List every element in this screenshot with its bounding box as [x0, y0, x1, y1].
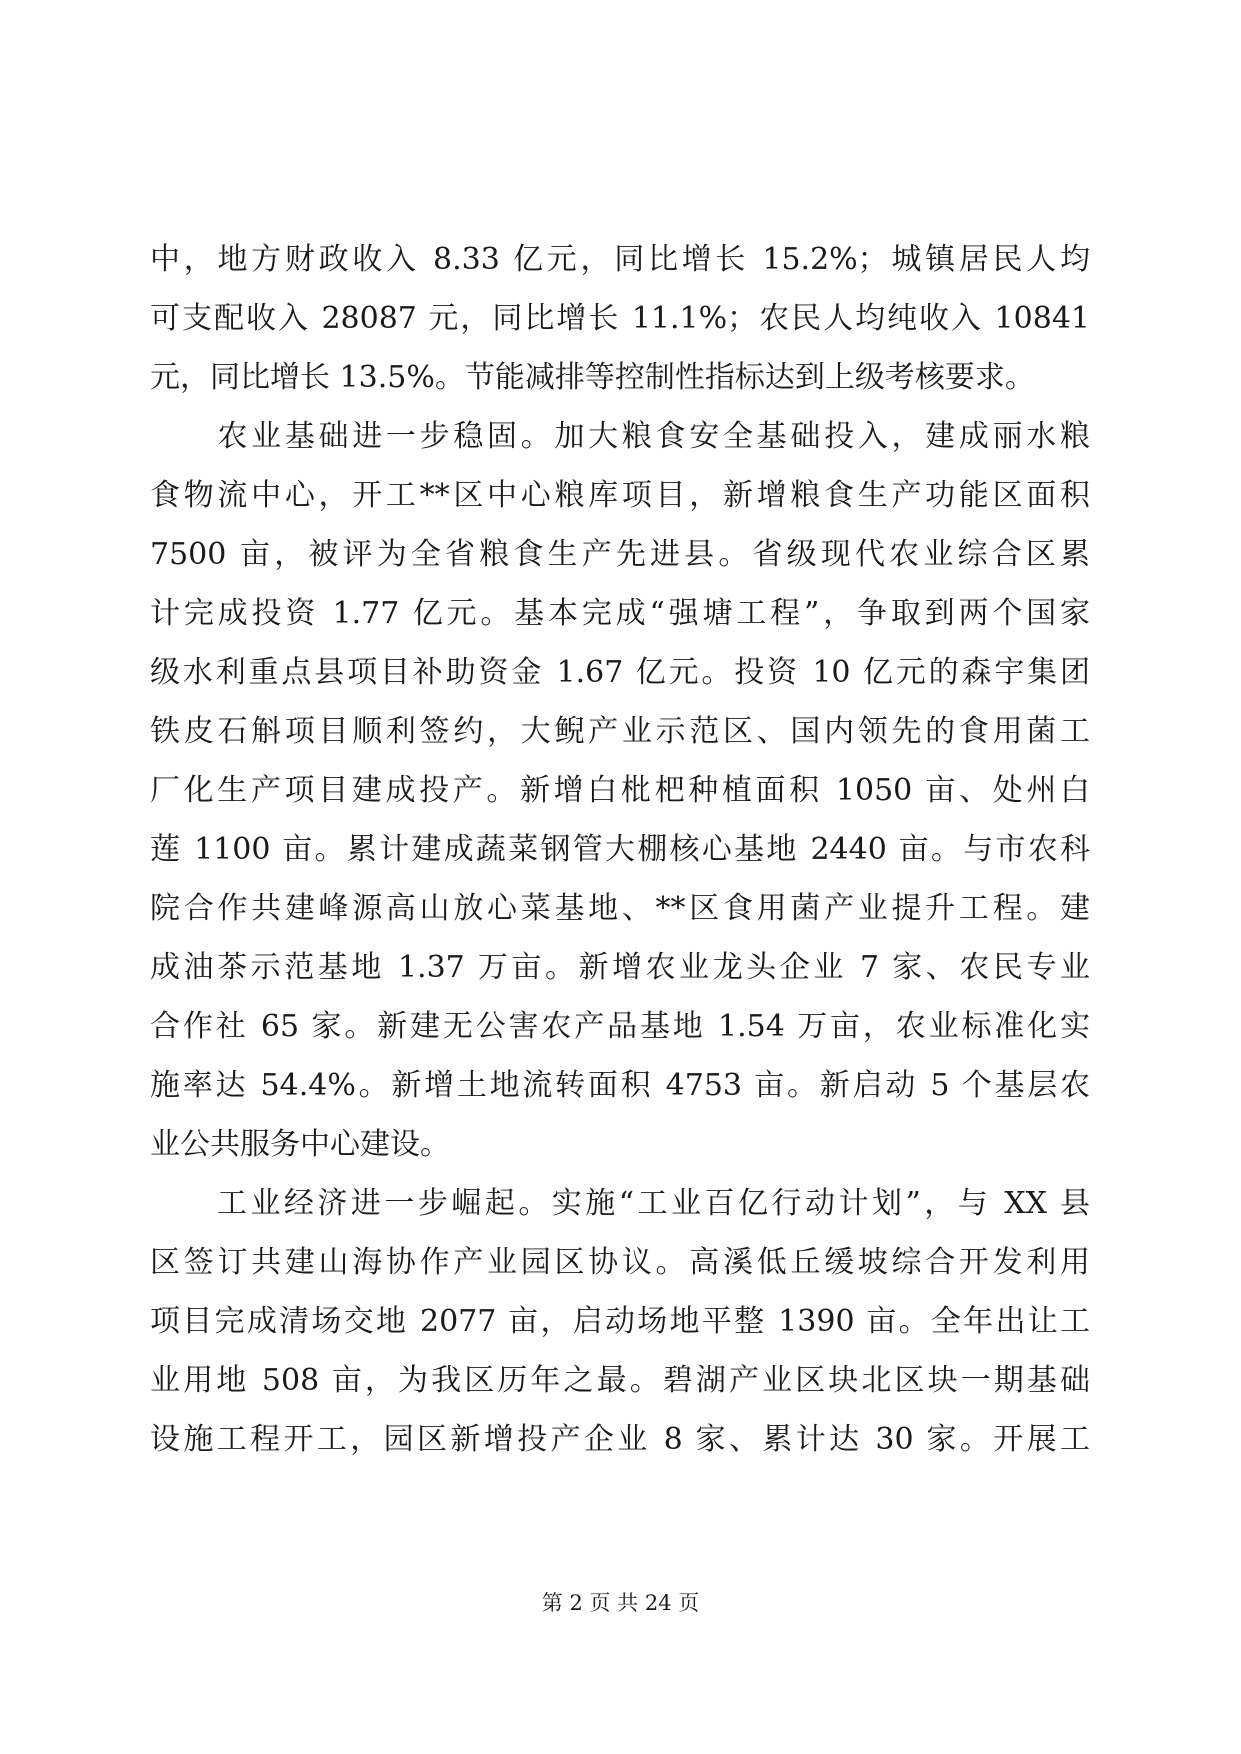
text-line: 业用地 508 亩，为我区历年之最。碧湖产业区块北区块一期基础: [150, 1363, 1090, 1398]
text-line: 可支配收入 28087 元，同比增长 11.1%；农民人均纯收入 10841: [150, 301, 1090, 336]
text-line: 工业经济进一步崛起。实施“工业百亿行动计划”，与 XX 县: [150, 1186, 1090, 1221]
text-line: 农业基础进一步稳固。加大粮食安全基础投入，建成丽水粮: [150, 419, 1090, 454]
text-line: 7500 亩，被评为全省粮食生产先进县。省级现代农业综合区累: [150, 537, 1090, 572]
text-line: 业公共服务中心建设。: [150, 1127, 450, 1162]
text-line: 成油茶示范基地 1.37 万亩。新增农业龙头企业 7 家、农民专业: [150, 950, 1090, 985]
text-line: 项目完成清场交地 2077 亩，启动场地平整 1390 亩。全年出让工: [150, 1304, 1090, 1339]
text-line: 计完成投资 1.77 亿元。基本完成“强塘工程”，争取到两个国家: [150, 596, 1090, 631]
text-line: 区签订共建山海协作产业园区协议。高溪低丘缓坡综合开发利用: [150, 1245, 1090, 1280]
text-line: 合作社 65 家。新建无公害农产品基地 1.54 万亩，农业标准化实: [150, 1009, 1090, 1044]
document-body: [150, 230, 1090, 1469]
page-footer: 第 2 页 共 24 页: [541, 1591, 700, 1615]
text-line: 级水利重点县项目补助资金 1.67 亿元。投资 10 亿元的森宇集团: [150, 655, 1090, 690]
text-line: 设施工程开工，园区新增投产企业 8 家、累计达 30 家。开展工: [150, 1422, 1090, 1457]
text-line: 铁皮石斛项目顺利签约，大鲵产业示范区、国内领先的食用菌工: [150, 714, 1090, 749]
text-line: 院合作共建峰源高山放心菜基地、**区食用菌产业提升工程。建: [150, 891, 1090, 926]
text-line: 厂化生产项目建成投产。新增白枇杷种植面积 1050 亩、处州白: [150, 773, 1090, 808]
text-line: 元，同比增长 13.5%。节能减排等控制性指标达到上级考核要求。: [150, 360, 1035, 395]
text-line: 施率达 54.4%。新增土地流转面积 4753 亩。新启动 5 个基层农: [150, 1068, 1090, 1103]
text-line: 中，地方财政收入 8.33 亿元，同比增长 15.2%；城镇居民人均: [150, 242, 1090, 277]
text-line: 莲 1100 亩。累计建成蔬菜钢管大棚核心基地 2440 亩。与市农科: [150, 832, 1090, 867]
text-line: 食物流中心，开工**区中心粮库项目，新增粮食生产功能区面积: [150, 478, 1090, 513]
